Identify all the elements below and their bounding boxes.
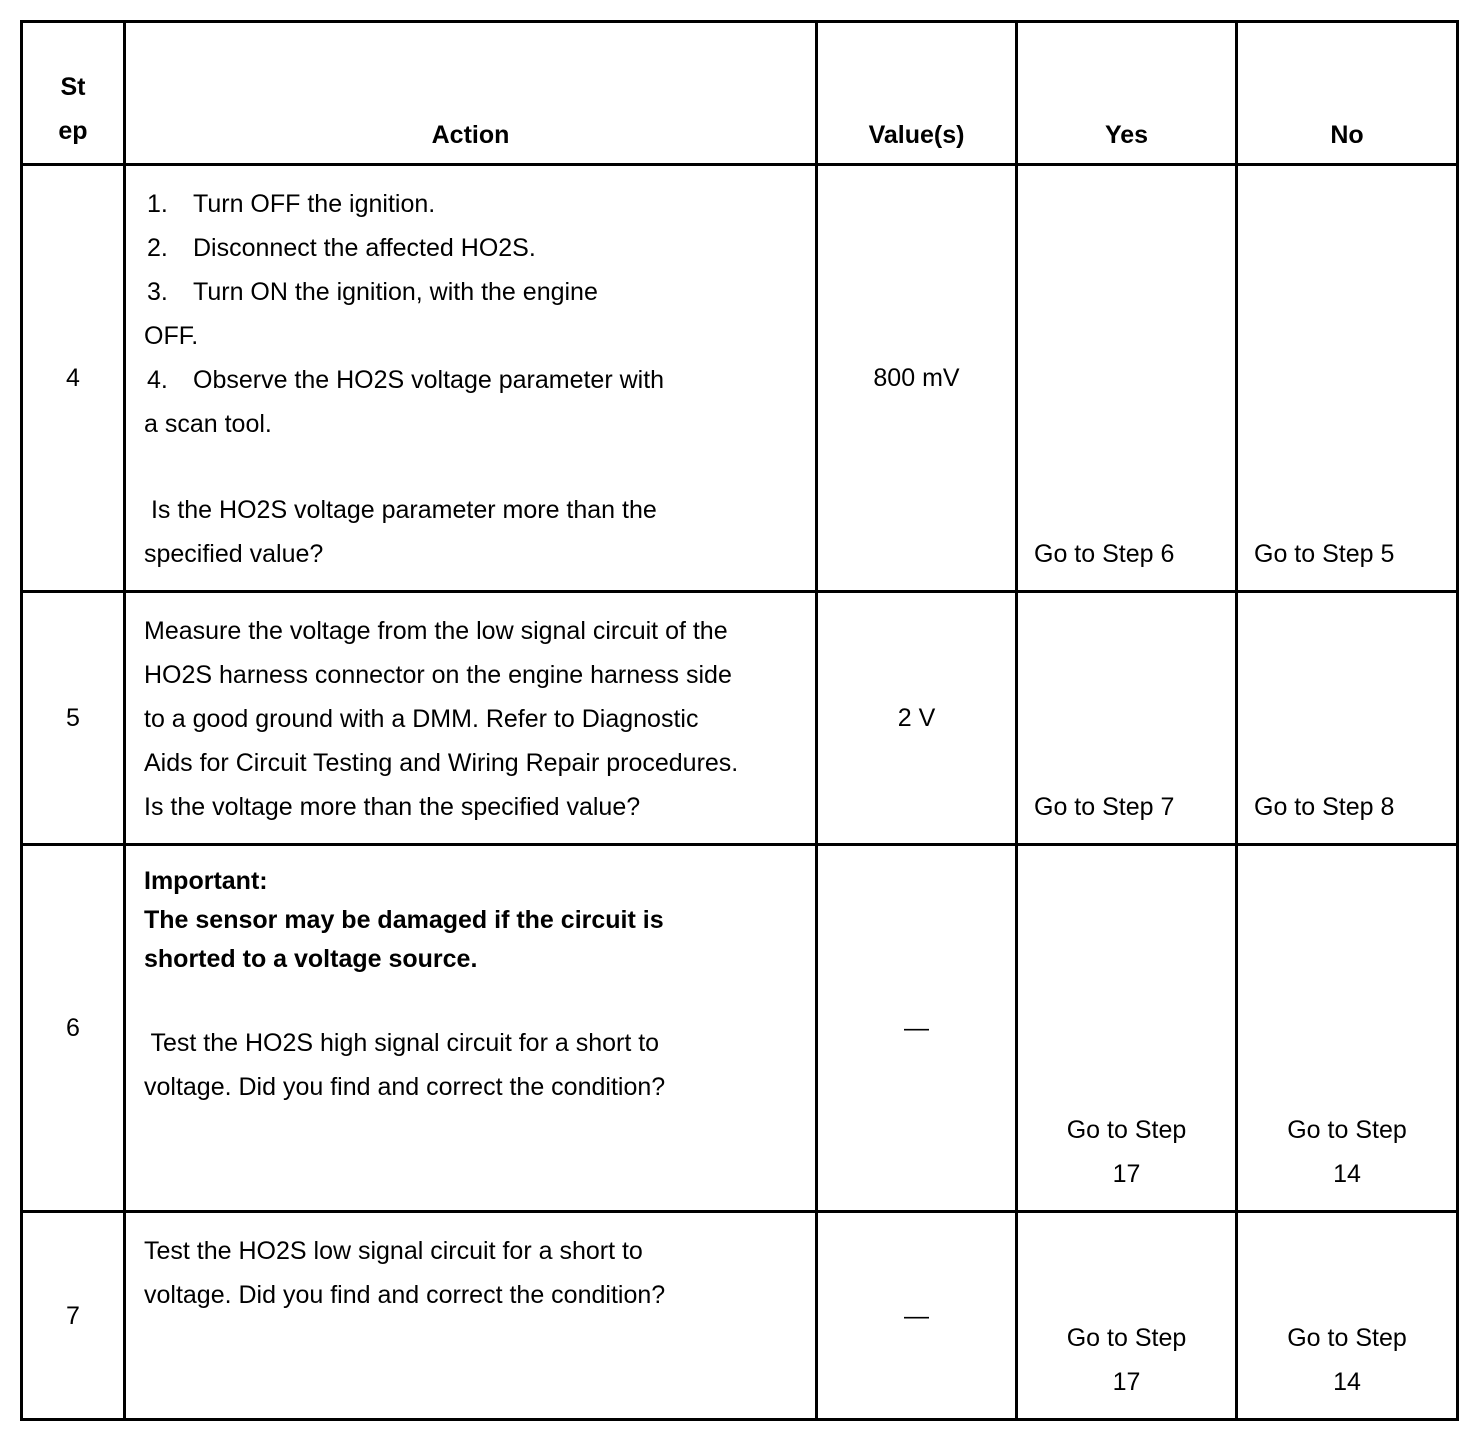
table-row [22,165,1458,592]
header-step-line2: ep [58,117,88,145]
header-values: Value(s) [817,22,1017,165]
no-go-to-step: Go to Step 14 [1237,1212,1458,1420]
no-go-to-step: Go to Step 5 [1237,165,1458,592]
action-question: specified value? [144,540,324,568]
value-dash: — [904,1014,929,1042]
action-cell [125,592,817,845]
action-line: Test the HO2S high signal circuit for a short to [144,1029,660,1057]
action-line: Test the HO2S low signal circuit for a short to [144,1237,643,1265]
step-number: 5 [22,592,125,845]
step-number: 6 [22,845,125,1212]
action-line: Aids for Circuit Testing and Wiring Repair procedures. [144,749,739,777]
header-yes: Yes [1017,22,1237,165]
value-cell: 800 mV [817,165,1017,592]
table-row [22,1212,1458,1420]
important-label: Important: [144,867,268,895]
header-action: Action [125,22,817,165]
action-line: Is the voltage more than the specified value? [144,793,641,821]
header-step [22,22,125,165]
diagnostic-table [20,20,1459,1421]
yes-go-to-step: Go to Step 6 [1017,165,1237,592]
important-note: The sensor may be damaged if the circuit is [144,906,664,934]
action-cell [125,1212,817,1420]
action-list-item: 3. Turn ON the ignition, with the engine [147,278,598,306]
action-line: voltage. Did you find and correct the condition? [144,1281,666,1309]
table-row [22,592,1458,845]
important-note: shorted to a voltage source. [144,945,478,973]
action-line: Measure the voltage from the low signal circuit of the [144,617,728,645]
header-step-line1: St [60,73,86,101]
value-cell: 2 V [817,592,1017,845]
table-row [22,845,1458,1212]
action-list-item: 1. Turn OFF the ignition. [147,190,436,218]
action-list-item-continuation: a scan tool. [144,410,272,438]
value-cell [817,845,1017,1212]
yes-go-to-step: Go to Step 7 [1017,592,1237,845]
step-number: 4 [22,165,125,592]
no-go-to-step: Go to Step 8 [1237,592,1458,845]
action-line: to a good ground with a DMM. Refer to Diagnostic [144,705,699,733]
action-list-item-continuation: OFF. [144,322,199,350]
yes-go-to-step: Go to Step 17 [1017,845,1237,1212]
action-list-item: 2. Disconnect the affected HO2S. [147,234,536,262]
value-dash: — [904,1301,929,1330]
action-question: Is the HO2S voltage parameter more than the [144,496,657,524]
header-row [22,22,1458,165]
action-cell [125,165,817,592]
value-cell [817,1212,1017,1420]
no-go-to-step: Go to Step 14 [1237,845,1458,1212]
action-cell [125,845,817,1212]
action-line: voltage. Did you find and correct the condition? [144,1073,666,1101]
action-list-item: 4. Observe the HO2S voltage parameter with [147,366,665,394]
action-line: HO2S harness connector on the engine harness side [144,661,732,689]
step-number: 7 [22,1212,125,1420]
header-no: No [1237,22,1458,165]
yes-go-to-step: Go to Step 17 [1017,1212,1237,1420]
